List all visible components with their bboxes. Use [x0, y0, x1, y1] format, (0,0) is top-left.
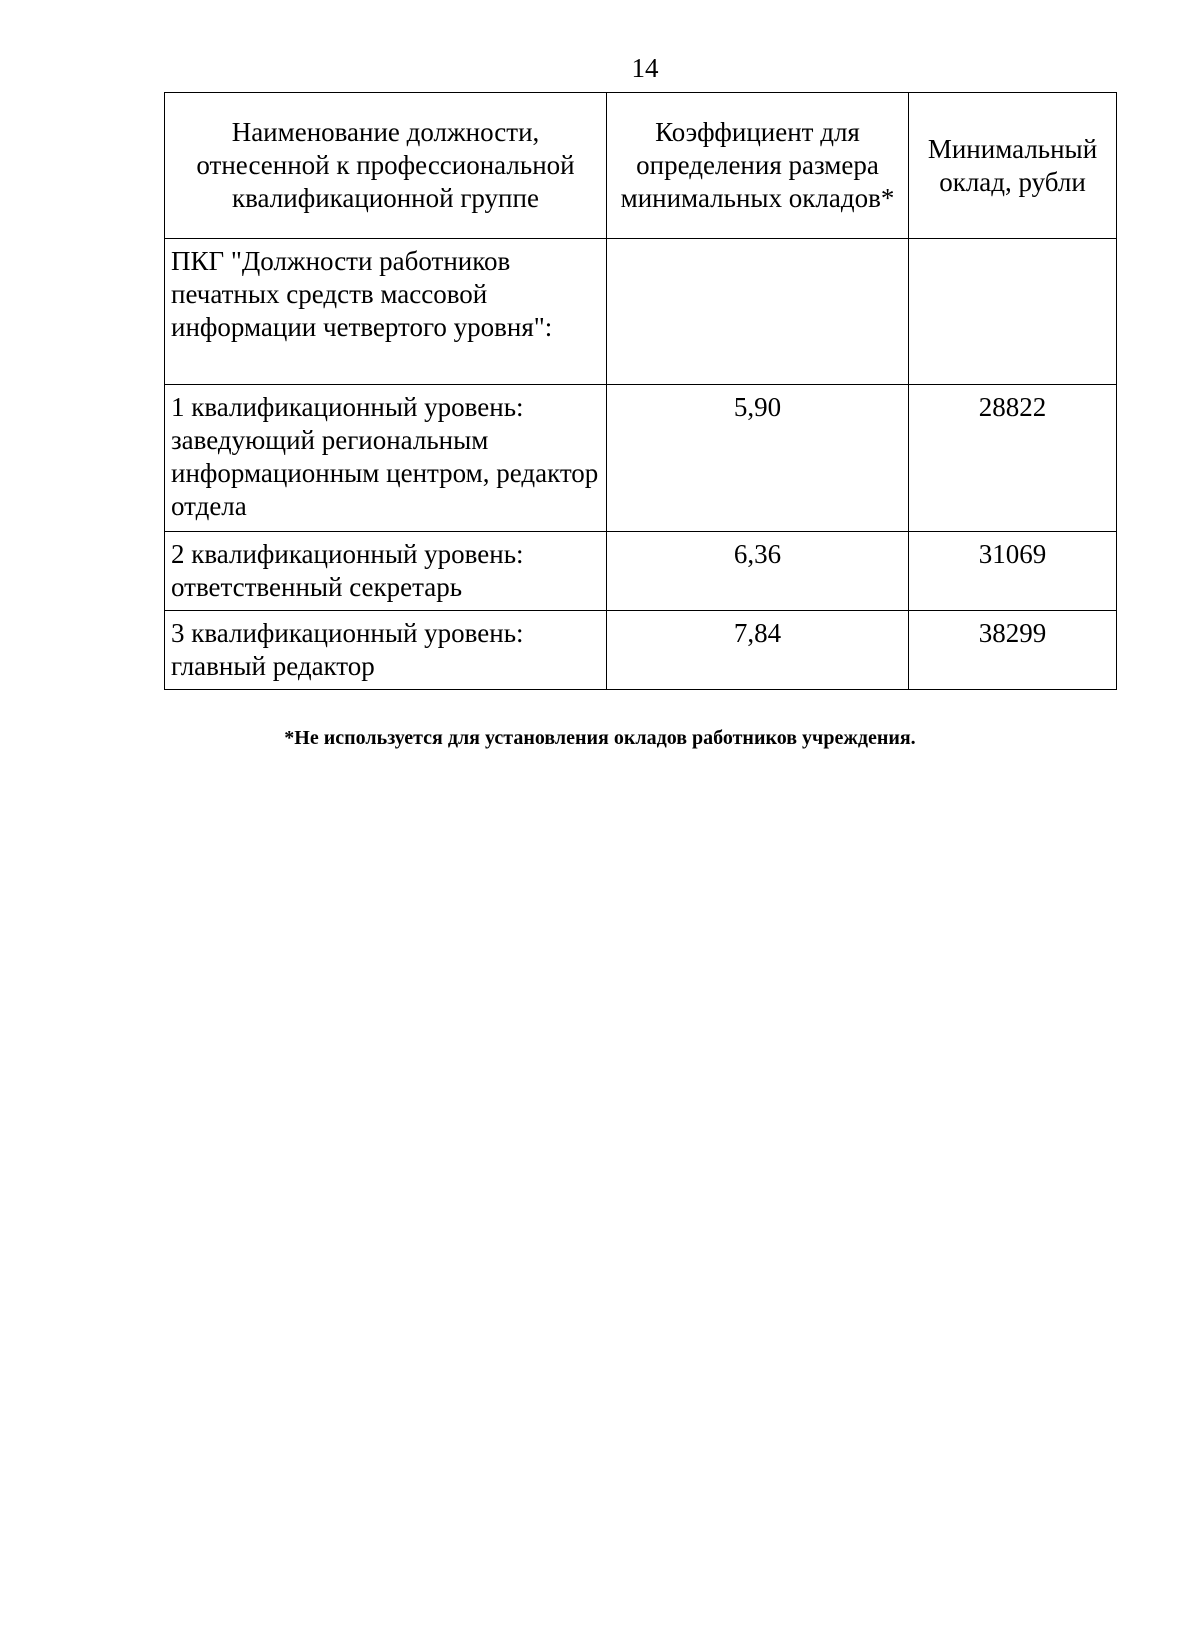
footnote: *Не используется для установления окладов работников учреждения. — [284, 727, 916, 749]
position-name: 1 квалификационный уровень: заведующий региональным информационным центром, редактор отдела — [171, 392, 599, 521]
position-name: ПКГ "Должности работников печатных средств массовой информации четвертого уровня": — [171, 246, 553, 342]
header-position-name — [165, 93, 607, 239]
coefficient-cell — [607, 532, 909, 611]
coefficient-value: 5,90 — [733, 392, 782, 422]
salary-cell — [909, 611, 1117, 690]
coefficient-value: 6,36 — [733, 539, 782, 569]
coefficient-cell — [607, 611, 909, 690]
table-row — [165, 385, 1117, 532]
position-name-cell — [165, 611, 607, 690]
position-name-cell — [165, 385, 607, 532]
header-position-name-text: Наименование должности, отнесенной к профессиональной квалификационной группе — [196, 117, 575, 213]
page-number: 14 — [631, 53, 659, 83]
header-min-salary — [909, 93, 1117, 239]
coefficient-value: 7,84 — [733, 618, 782, 648]
salary-value — [909, 239, 1116, 245]
coefficient-value — [607, 239, 908, 245]
header-coefficient-text: Коэффициент для определения размера минимальных окладов* — [620, 117, 895, 213]
salary-cell — [909, 239, 1117, 385]
salary-value: 31069 — [978, 539, 1047, 569]
coefficient-cell — [607, 239, 909, 385]
position-name-cell — [165, 532, 607, 611]
table-row — [165, 239, 1117, 385]
position-name: 2 квалификационный уровень: ответственный секретарь — [171, 539, 524, 602]
coefficient-cell — [607, 385, 909, 532]
salary-cell — [909, 385, 1117, 532]
header-coefficient — [607, 93, 909, 239]
position-name-cell — [165, 239, 607, 385]
position-name: 3 квалификационный уровень: главный редактор — [171, 618, 524, 681]
salary-value: 28822 — [978, 392, 1047, 422]
table-row — [165, 532, 1117, 611]
salary-value: 38299 — [978, 618, 1047, 648]
table-row — [165, 611, 1117, 690]
table-header-row — [165, 93, 1117, 239]
salary-cell — [909, 532, 1117, 611]
header-min-salary-text: Минимальный оклад, рубли — [927, 133, 1098, 197]
salary-table — [164, 92, 1117, 690]
